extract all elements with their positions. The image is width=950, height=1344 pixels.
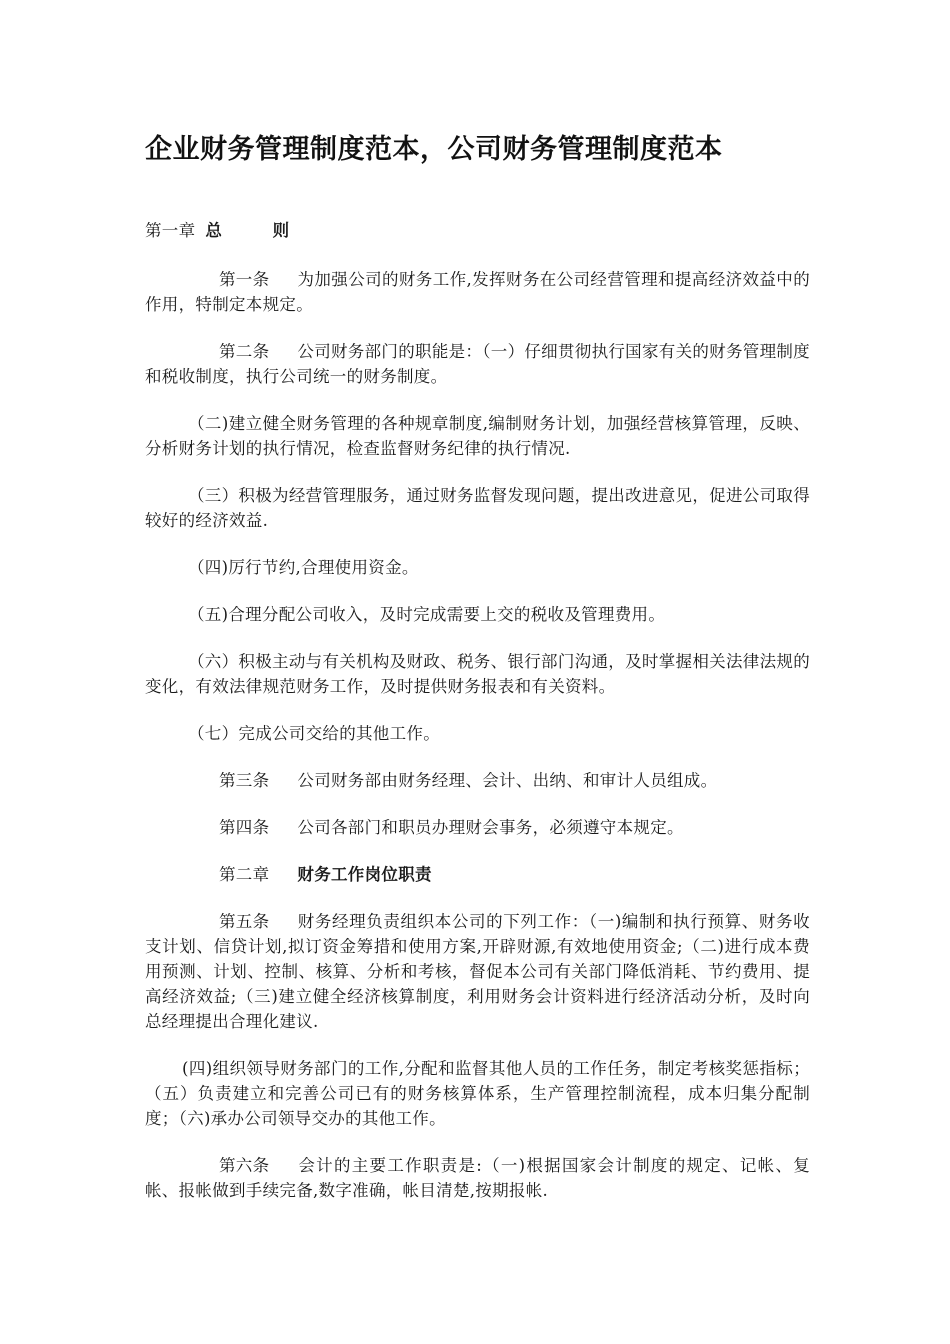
list-item-6: （六）积极主动与有关机构及财政、税务、银行部门沟通，及时掌握相关法律法规的变化，有效法律规范财务工作，及时提供财务报表和有关资料。 <box>145 652 810 696</box>
chapter-label: 第二章 <box>219 865 270 884</box>
list-item-5: （五)合理分配公司收入，及时完成需要上交的税收及管理费用。 <box>188 605 666 624</box>
article-label: 第一条 <box>219 270 270 289</box>
chapter-heading-2 <box>145 862 810 887</box>
chapter-name: 财务工作岗位职责 <box>297 865 432 884</box>
list-item-7: （七）完成公司交给的其他工作。 <box>188 724 440 743</box>
article-text: 会计的主要工作职责是:（一)根据国家会计制度的规定、记帐、复帐、报帐做到手续完备,数字准确，帐目清楚,按期报帐. <box>145 1156 810 1200</box>
article-label: 第六条 <box>219 1156 270 1175</box>
article-4 <box>145 815 810 840</box>
chapter-label: 第一章 <box>145 221 196 240</box>
article-text: 财务经理负责组织本公司的下列工作：（一)编制和执行预算、财务收支计划、信贷计划,拟订资金筹措和使用方案,开辟财源,有效地使用资金;（二)进行成本费用预测、计划、控制、核算、分析和考核，督促本公司有关部门降低消耗、节约费用、提高经济效益;（三)建立健全经济核算制度，利用财务会计资料进行经济活动分析，及时向总经理提出合理化建议. <box>145 912 810 1031</box>
document-body <box>145 218 810 1225</box>
article-text: 公司各部门和职员办理财会事务，必须遵守本规定。 <box>297 818 684 837</box>
article-label: 第二条 <box>219 342 270 361</box>
article-6 <box>145 1153 810 1203</box>
article-text: 公司财务部门的职能是：（一）仔细贯彻执行国家有关的财务管理制度和税收制度，执行公司统一的财务制度。 <box>145 342 810 386</box>
list-item-2: （二)建立健全财务管理的各种规章制度,编制财务计划，加强经营核算管理，反映、分析财务计划的执行情况，检查监督财务纪律的执行情况. <box>145 414 810 458</box>
chapter-name: 总 则 <box>205 221 290 240</box>
chapter-heading-1 <box>145 218 810 243</box>
article-label: 第三条 <box>219 771 270 790</box>
list-item-3: （三）积极为经营管理服务，通过财务监督发现问题，提出改进意见，促进公司取得较好的经济效益. <box>145 486 810 530</box>
article-5 <box>145 909 810 1034</box>
article-1 <box>145 267 810 317</box>
article-text: 公司财务部由财务经理、会计、出纳、和审计人员组成。 <box>297 771 718 790</box>
list-item-4: （四)厉行节约,合理使用资金。 <box>188 558 419 577</box>
document-title: 企业财务管理制度范本，公司财务管理制度范本 <box>145 134 723 165</box>
article-text: 为加强公司的财务工作,发挥财务在公司经营管理和提高经济效益中的作用，特制定本规定。 <box>145 270 810 314</box>
article-3 <box>145 768 810 793</box>
article-2 <box>145 339 810 389</box>
article-5-continued: (四)组织领导财务部门的工作,分配和监督其他人员的工作任务，制定考核奖惩指标；（五）负责建立和完善公司已有的财务核算体系，生产管理控制流程，成本归集分配制度；（六)承办公司领导交办的其他工作。 <box>145 1059 810 1128</box>
article-label: 第四条 <box>219 818 270 837</box>
article-label: 第五条 <box>219 912 270 931</box>
